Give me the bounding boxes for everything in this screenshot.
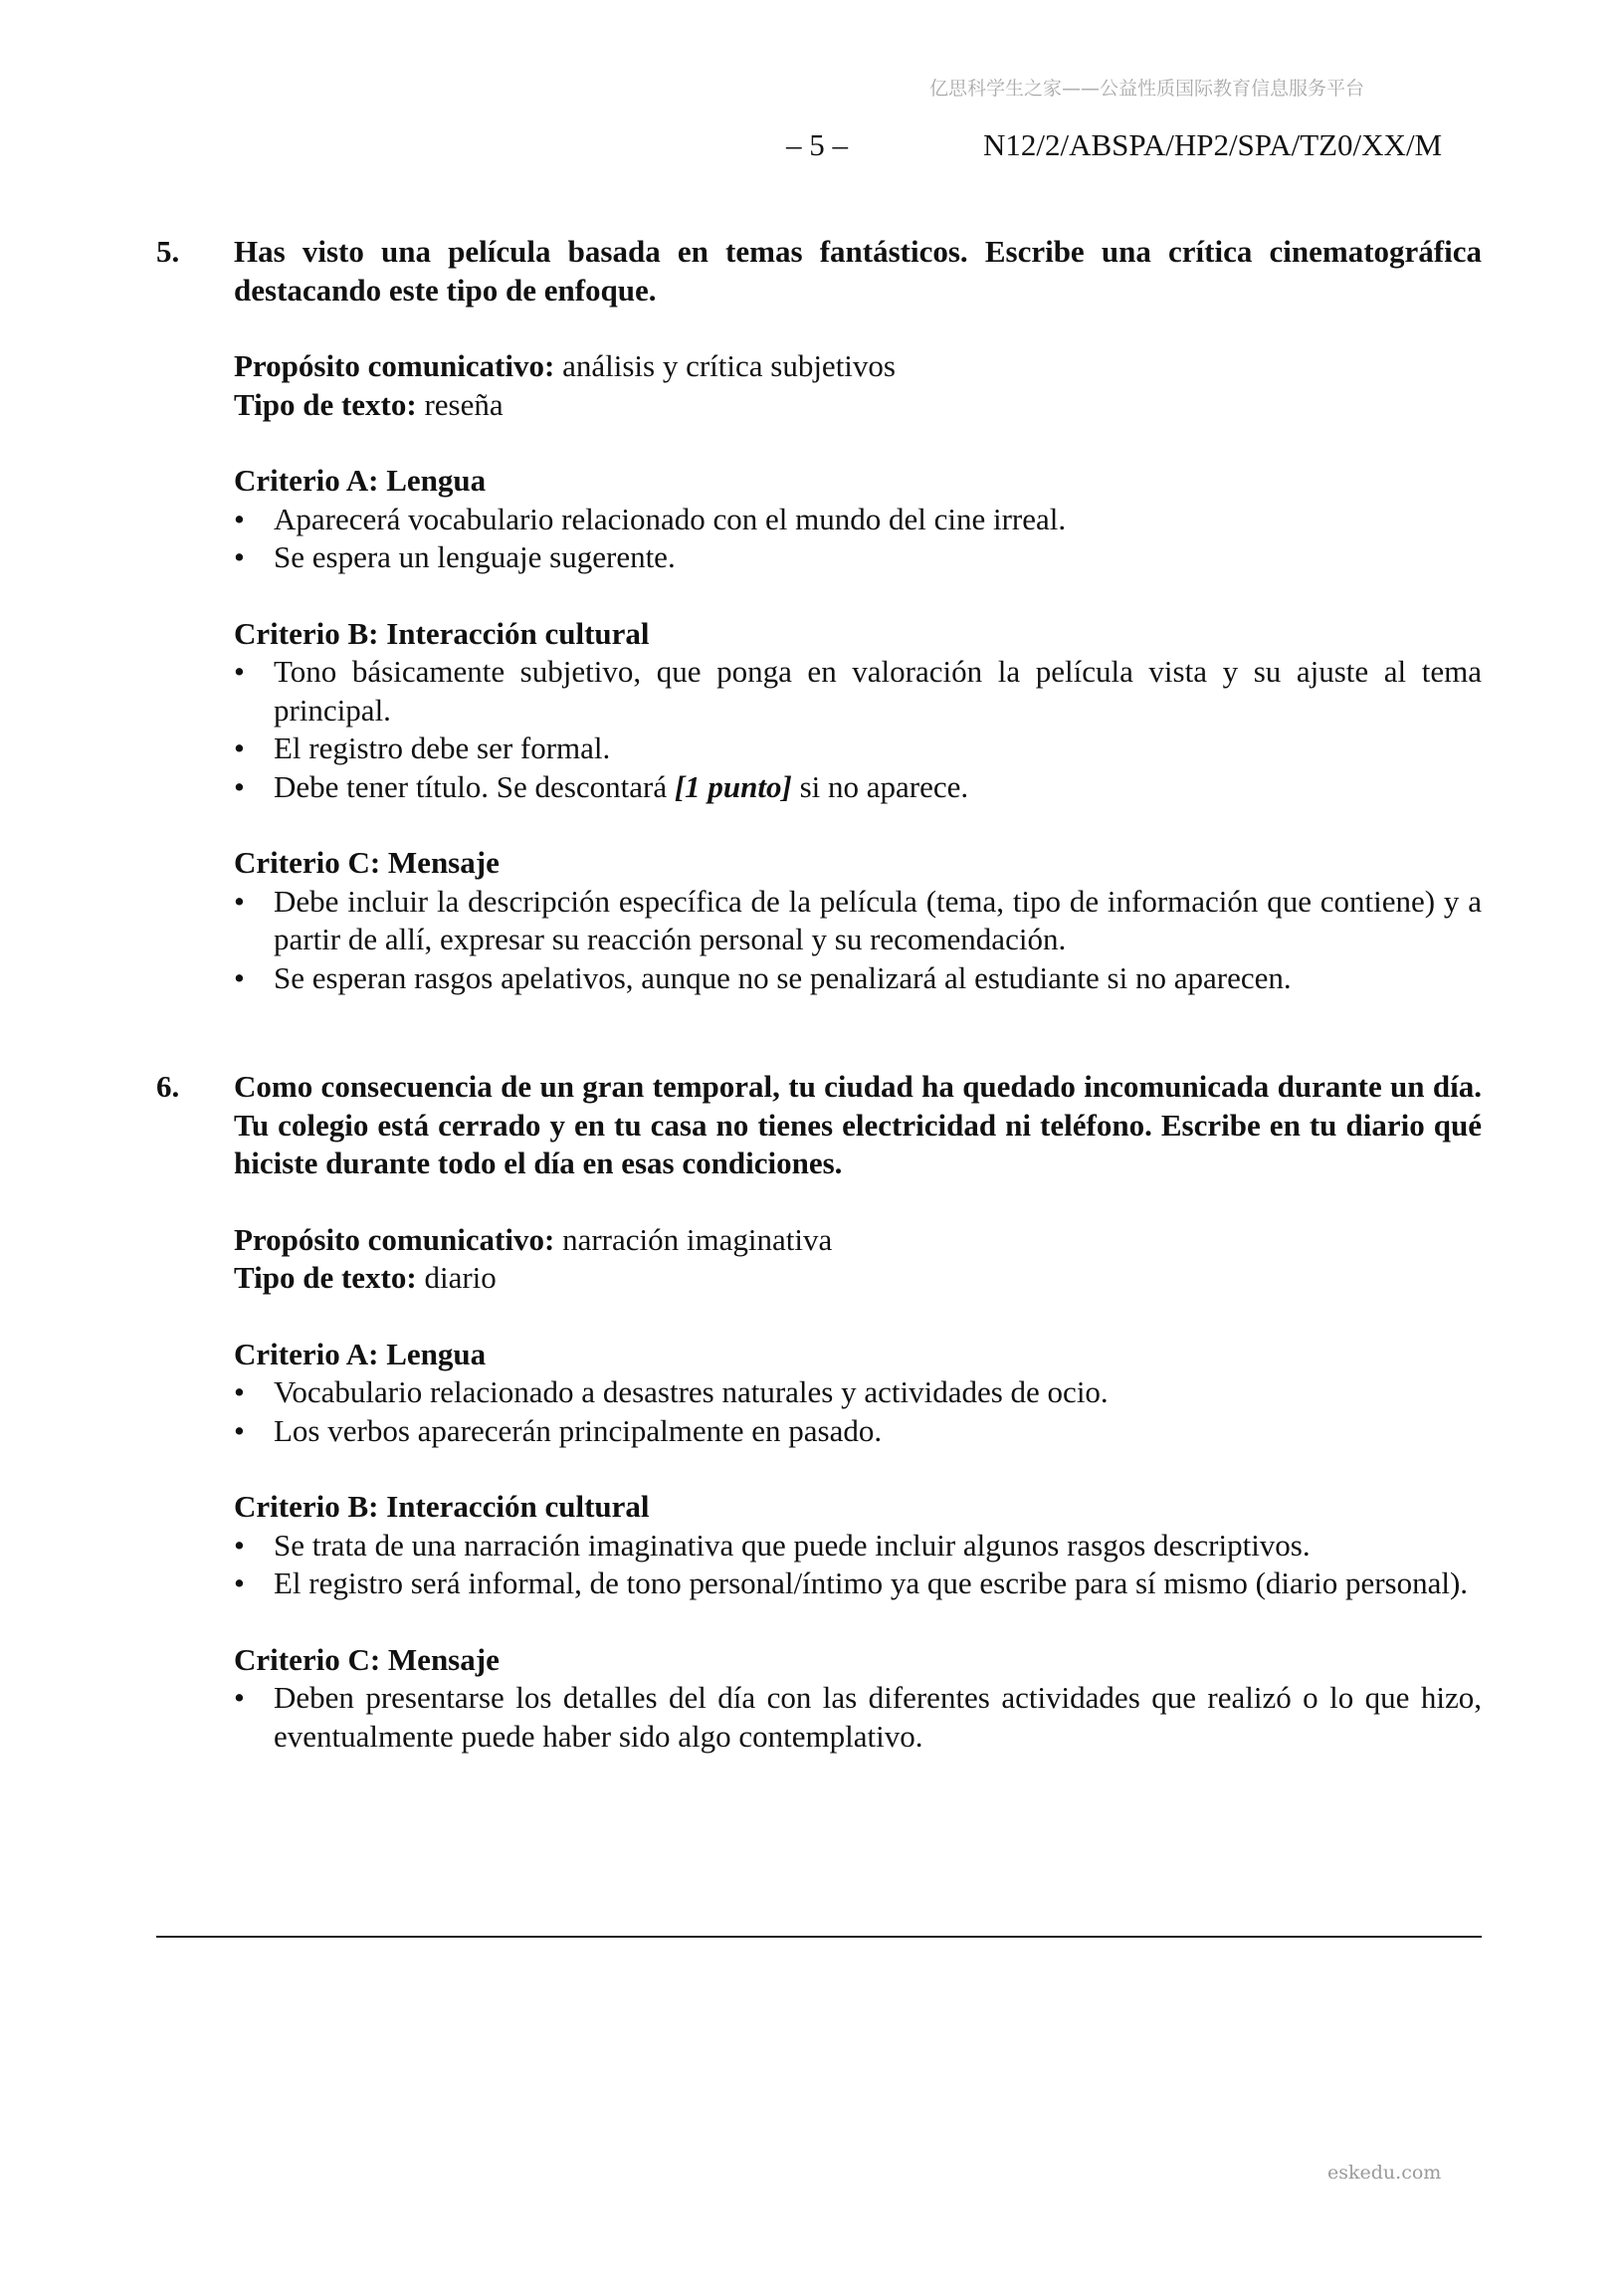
purpose-label: Propósito comunicativo: bbox=[234, 1221, 555, 1257]
question-body bbox=[234, 347, 1482, 997]
purpose-value: análisis y crítica subjetivos bbox=[554, 348, 896, 383]
question-prompt: Como consecuencia de un gran temporal, tu ciudad ha quedado incomunicada durante un día. Tu colegio está cerrado y en tu casa no tienes electricidad ni teléfono. Escribe en tu diario qué hiciste durante todo el día en esas condiciones. bbox=[234, 1069, 1482, 1180]
purpose-line bbox=[234, 347, 1482, 386]
criterion-bullets bbox=[234, 883, 1482, 998]
bullet-item: • Se espera un lenguaje sugerente. bbox=[234, 538, 1482, 577]
criterion-bullets bbox=[234, 1679, 1482, 1756]
text-type-label: Tipo de texto: bbox=[234, 1260, 417, 1295]
criterion-title: Criterio A: Lengua bbox=[234, 1336, 487, 1371]
question-number: 5. bbox=[156, 234, 180, 269]
bullet-item: • Se esperan rasgos apelativos, aunque no se penalizará al estudiante si no aparecen. bbox=[234, 959, 1482, 998]
meta-block bbox=[234, 347, 1482, 424]
criterion-bullets bbox=[234, 653, 1482, 806]
criterion-b bbox=[234, 615, 1482, 807]
watermark-top-text: 亿思科学生之家——公益性质国际教育信息服务平台 bbox=[929, 78, 1365, 100]
bullet-item: • Se trata de una narración imaginativa que puede incluir algunos rasgos descriptivos. bbox=[234, 1527, 1482, 1565]
question-heading bbox=[156, 1068, 1482, 1183]
purpose-line bbox=[234, 1221, 1482, 1260]
question-prompt: Has visto una película basada en temas fantásticos. Escribe una crítica cinematográfica destacando este tipo de enfoque. bbox=[234, 234, 1482, 308]
text-type-value: diario bbox=[416, 1260, 497, 1295]
penalty-points: [1 punto] bbox=[674, 768, 792, 804]
criterion-title: Criterio C: Mensaje bbox=[234, 1641, 500, 1677]
bullet-item: • Vocabulario relacionado a desastres naturales y actividades de ocio. bbox=[234, 1373, 1482, 1412]
bullet-text-before: Debe tener título. Se descontará bbox=[274, 768, 675, 804]
criterion-c bbox=[234, 1641, 1482, 1757]
bullet-item: • El registro debe ser formal. bbox=[234, 730, 1482, 768]
footer-rule bbox=[156, 1936, 1482, 1938]
bullet-item: • Tono básicamente subjetivo, que ponga en valoración la película vista y su ajuste al tema principal. bbox=[234, 653, 1482, 730]
question-heading bbox=[156, 233, 1482, 310]
question-number: 6. bbox=[156, 1069, 180, 1104]
question-body bbox=[234, 1221, 1482, 1757]
question-5 bbox=[156, 233, 1482, 997]
text-type-label: Tipo de texto: bbox=[234, 386, 417, 422]
criterion-bullets bbox=[234, 1527, 1482, 1603]
criterion-b bbox=[234, 1488, 1482, 1603]
criterion-title: Criterio B: Interacción cultural bbox=[234, 1489, 650, 1524]
page-number: – 5 – bbox=[786, 127, 848, 162]
bullet-item: • El registro será informal, de tono personal/íntimo ya que escribe para sí mismo (diario personal). bbox=[234, 1565, 1482, 1603]
text-type-line bbox=[234, 1259, 1482, 1298]
criterion-bullets bbox=[234, 1373, 1482, 1450]
bullet-item: • Aparecerá vocabulario relacionado con el mundo del cine irreal. bbox=[234, 501, 1482, 539]
criterion-a bbox=[234, 1336, 1482, 1451]
criterion-bullets bbox=[234, 501, 1482, 577]
criterion-a bbox=[234, 462, 1482, 577]
text-type-line bbox=[234, 386, 1482, 425]
criterion-c bbox=[234, 844, 1482, 997]
criterion-title: Criterio B: Interacción cultural bbox=[234, 615, 650, 651]
bullet-item: • Deben presentarse los detalles del día con las diferentes actividades que realizó o lo que hizo, eventualmente puede haber sido algo contemplativo. bbox=[234, 1679, 1482, 1756]
meta-block bbox=[234, 1221, 1482, 1298]
text-type-value: reseña bbox=[416, 386, 504, 422]
document-code: N12/2/ABSPA/HP2/SPA/TZ0/XX/M bbox=[983, 127, 1443, 162]
bullet-text-after: si no aparece. bbox=[791, 768, 969, 804]
watermark-bottom-text: eskedu.com bbox=[1327, 2162, 1442, 2184]
question-6 bbox=[156, 1068, 1482, 1756]
criterion-title: Criterio A: Lengua bbox=[234, 463, 487, 498]
bullet-item bbox=[234, 768, 1482, 807]
bullet-item: • Debe incluir la descripción específica de la película (tema, tipo de información que contiene) y a partir de allí, expresar su reacción personal y su recomendación. bbox=[234, 883, 1482, 959]
bullet-item: • Los verbos aparecerán principalmente en pasado. bbox=[234, 1412, 1482, 1451]
purpose-label: Propósito comunicativo: bbox=[234, 348, 555, 383]
purpose-value: narración imaginativa bbox=[554, 1221, 833, 1257]
criterion-title: Criterio C: Mensaje bbox=[234, 845, 500, 880]
